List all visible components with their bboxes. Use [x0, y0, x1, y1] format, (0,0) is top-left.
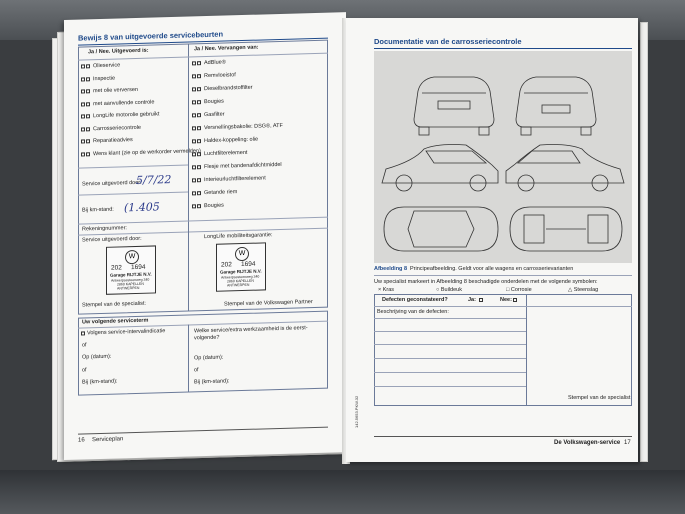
stamp-number: 202	[111, 264, 122, 272]
partner-stamp	[216, 242, 266, 291]
legend-corrosion: □ Corrosie	[506, 287, 532, 293]
replace-item-checkbox-no[interactable]	[197, 126, 201, 130]
replace-item-label: Remvloeistof	[204, 72, 236, 80]
replace-item-checkbox-no[interactable]	[197, 87, 201, 91]
replace-item-checkbox[interactable]	[192, 61, 196, 65]
row-rule	[374, 331, 526, 332]
replace-item-label: Flesje met bandenafdichtmiddel	[204, 161, 282, 171]
date-label: Op (datum):	[82, 353, 112, 361]
replace-item-label: Gasfilter	[204, 111, 225, 119]
footer-rule	[78, 427, 328, 435]
stamp-number-2: 1694	[131, 263, 146, 272]
title-rule	[374, 48, 632, 49]
background-bottom	[0, 470, 685, 514]
dealer-stamp-label: Stempel van de specialist:	[82, 300, 146, 309]
partner-stamp-label: Stempel van de Volkswagen Partner	[224, 299, 313, 308]
replace-item-checkbox[interactable]	[192, 139, 196, 143]
section-label: De Volkswagen-service	[554, 440, 621, 446]
no-label: Nee:	[500, 297, 512, 303]
interval-label: Volgens service-intervalindicatie	[87, 328, 166, 337]
of-label: of	[82, 342, 87, 349]
square-icon: □	[506, 287, 511, 293]
replace-item-checkbox[interactable]	[192, 113, 196, 117]
page-title: Documentatie van de carrosseriecontrole	[374, 37, 522, 46]
left-column-header: Ja / Nee. Uitgevoerd is:	[88, 47, 149, 56]
service-by-label: Service uitgevoerd door:	[82, 235, 142, 244]
service-item-checkbox[interactable]	[81, 64, 85, 68]
stamp-address: Antwerpsesteenweg 340	[111, 277, 150, 283]
replace-item-label: Haldex-koppeling: olie	[204, 136, 259, 145]
service-item-label: LongLife motorolie gebruikt	[93, 111, 160, 120]
replace-item-label: Versnellingsbakolie: DSG®, ATF	[204, 122, 283, 132]
legend-stonechip: △ Steenslag	[568, 287, 599, 293]
km-label-right: Bij (km-stand):	[194, 378, 230, 386]
invoice-label: Rekeningnummer:	[82, 225, 127, 233]
service-item-checkbox-no[interactable]	[86, 152, 90, 156]
column-divider	[188, 325, 189, 393]
car-diagram-svg	[374, 51, 632, 263]
circle-icon: ○	[436, 287, 441, 293]
replace-item-label: Interieurluchtfilterelement	[204, 175, 266, 184]
service-item-checkbox-no[interactable]	[86, 127, 90, 131]
figure-caption-label: Afbeelding 8	[374, 266, 408, 272]
figure-caption: Principeafbeelding. Geldt voor alle wagens en carrosserievarianten	[410, 266, 574, 272]
service-item-checkbox-no[interactable]	[86, 77, 90, 81]
km-label: Bij km-stand:	[82, 206, 114, 214]
defect-question: Defecten geconstateerd?	[382, 297, 448, 303]
row-rule	[374, 386, 526, 387]
section-label: Serviceplan	[92, 436, 124, 444]
right-page	[346, 18, 638, 462]
longlife-label: LongLife mobiliteitsgarantie:	[204, 232, 273, 241]
legend-intro: Uw specialist markeert in Afbeelding 8 beschadigde onderdelen met de volgende symbolen:	[374, 279, 598, 285]
replace-item-label: Luchtfilterelement	[204, 149, 248, 158]
replace-item-checkbox[interactable]	[192, 204, 196, 208]
service-item-checkbox[interactable]	[81, 152, 85, 156]
replace-item-checkbox[interactable]	[192, 74, 196, 78]
column-divider	[188, 44, 189, 232]
side-code: 142.5653.PKW.32	[354, 395, 359, 428]
service-item-label: Olieservice	[93, 62, 121, 70]
row-rule	[374, 306, 632, 307]
dealer-stamp	[106, 245, 156, 294]
column-divider	[188, 232, 189, 312]
column-divider	[526, 294, 527, 406]
service-item-checkbox[interactable]	[81, 127, 85, 131]
of-label: of	[82, 367, 87, 374]
yes-checkbox[interactable]	[479, 298, 483, 302]
replace-item-checkbox-no[interactable]	[197, 191, 201, 195]
replace-item-checkbox-no[interactable]	[197, 61, 201, 65]
row-rule	[374, 344, 526, 345]
page-edge	[640, 22, 648, 462]
row-rule	[374, 358, 526, 359]
vw-logo-icon: W	[235, 247, 249, 261]
next-service-header: Uw volgende serviceterm	[82, 317, 149, 326]
replace-item-checkbox[interactable]	[192, 126, 196, 130]
service-date-label: Service uitgevoerd door:	[82, 179, 142, 188]
km-handwritten: (1.405	[124, 200, 160, 215]
row-rule	[374, 275, 632, 276]
service-item-checkbox-no[interactable]	[86, 114, 90, 118]
replace-item-label: Bougies	[204, 98, 224, 106]
specialist-stamp-label: Stempel van de specialist	[568, 395, 631, 401]
replace-item-checkbox-no[interactable]	[197, 100, 201, 104]
service-date-handwritten: 5/7/22	[136, 172, 172, 187]
replace-item-checkbox-no[interactable]	[197, 113, 201, 117]
page-number: 16	[78, 437, 85, 444]
stamp-region: ANTWERPEN	[117, 285, 140, 291]
service-item-checkbox-no[interactable]	[86, 64, 90, 68]
replace-item-checkbox[interactable]	[192, 87, 196, 91]
service-item-label: Inspectie	[93, 75, 116, 82]
stamp-region: ANTWERPEN	[227, 282, 250, 288]
row-rule	[374, 372, 526, 373]
replace-item-checkbox-no[interactable]	[197, 139, 201, 143]
replace-item-checkbox-no[interactable]	[197, 152, 201, 156]
stamp-number-2: 1694	[241, 260, 256, 269]
replace-item-checkbox[interactable]	[192, 152, 196, 156]
interval-checkbox[interactable]	[81, 331, 85, 335]
stamp-name: Garage RIJTJE N.V.	[220, 268, 262, 275]
stamp-city: 2860 KAPELLEN	[227, 278, 254, 284]
km-label-next: Bij (km-stand):	[82, 378, 118, 386]
replace-item-checkbox[interactable]	[192, 100, 196, 104]
vw-logo-icon: W	[125, 250, 139, 264]
defect-description-label: Beschrijving van de defecten:	[377, 309, 449, 315]
replace-item-label: Bougies	[204, 202, 224, 210]
right-column-header: Ja / Nee. Vervangen van:	[194, 44, 259, 53]
service-item-label: Wens klant (zie op de werkorder vermelden)	[93, 147, 201, 157]
service-item-label: Reparatieadvies	[93, 137, 133, 145]
replace-item-label: AdBlue®	[204, 59, 226, 67]
service-item-checkbox[interactable]	[81, 102, 85, 106]
replace-item-checkbox[interactable]	[192, 178, 196, 182]
triangle-icon: △	[568, 287, 574, 293]
page-number: 17	[624, 440, 631, 446]
replace-item-label: Dieselbrandstoffilter	[204, 84, 253, 93]
replace-item-checkbox-no[interactable]	[197, 165, 201, 169]
service-item-checkbox[interactable]	[81, 89, 85, 93]
service-item-checkbox[interactable]	[81, 114, 85, 118]
service-item-label: met aanvullende controle	[93, 98, 155, 107]
footer-rule	[374, 436, 632, 437]
stamp-number: 202	[221, 261, 232, 269]
cross-icon: ×	[378, 287, 383, 293]
service-item-checkbox-no[interactable]	[86, 89, 90, 93]
replace-item-checkbox-no[interactable]	[197, 178, 201, 182]
replace-item-checkbox[interactable]	[192, 165, 196, 169]
replace-item-label: Getande riem	[204, 189, 238, 197]
service-item-checkbox[interactable]	[81, 139, 85, 143]
date-label-right: Op (datum):	[194, 354, 224, 362]
stamp-name: Garage RIJTJE N.V.	[110, 271, 152, 278]
service-item-checkbox-no[interactable]	[86, 102, 90, 106]
replace-item-checkbox-no[interactable]	[197, 204, 201, 208]
yes-label: Ja:	[468, 297, 476, 303]
legend-dent: ○ Buildeuk	[436, 287, 462, 293]
replace-item-checkbox[interactable]	[192, 191, 196, 195]
service-item-checkbox-no[interactable]	[86, 139, 90, 143]
replace-item-checkbox-no[interactable]	[197, 74, 201, 78]
service-item-label: met olie verversen	[93, 86, 138, 95]
no-checkbox[interactable]	[513, 298, 517, 302]
legend-scratch: × Kras	[378, 287, 395, 293]
service-item-checkbox[interactable]	[81, 77, 85, 81]
of-label-right: of	[194, 367, 199, 374]
next-service-question: Welke service/extra werkzaamheid is de eerst-volgende?	[194, 325, 308, 342]
page-title: Bewijs 8 van uitgevoerde servicebeurten	[78, 29, 224, 43]
service-item-label: Carrosseriecontrole	[93, 124, 141, 132]
left-page	[64, 12, 346, 460]
car-diagram-figure	[374, 51, 632, 263]
stamp-city: 2860 KAPELLEN	[117, 281, 144, 287]
row-rule	[374, 318, 526, 319]
stamp-address: Antwerpsesteenweg 340	[221, 274, 260, 280]
